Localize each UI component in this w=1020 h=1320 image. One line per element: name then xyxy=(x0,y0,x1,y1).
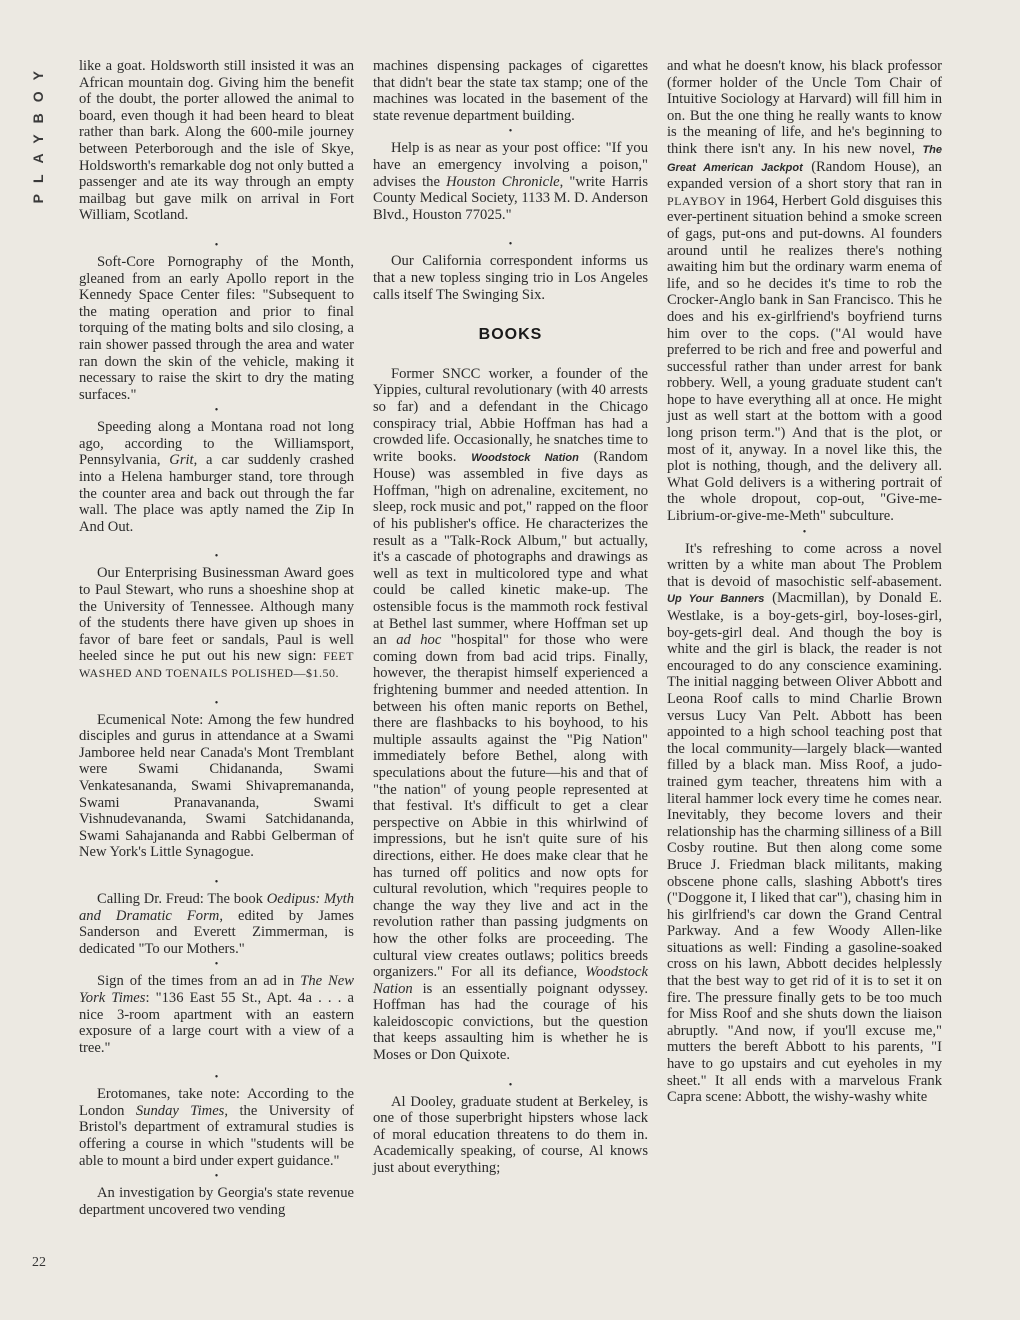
paragraph: Calling Dr. Freud: The book Oedipus: Myth and Dramatic Form, edited by James Sanderson and Everett Zimmerman, is dedicated "To our Mothers." xyxy=(79,890,354,957)
paragraph: Our California correspondent informs us that a new topless singing trio in Los Angeles calls itself The Swinging Six. xyxy=(373,253,648,303)
column-3 xyxy=(667,58,942,1106)
column-2 xyxy=(373,58,648,1177)
separator-dot: • xyxy=(214,876,219,888)
book-review: Former SNCC worker, a founder of the Yippies, cultural revolutionary (with 40 arrests so far) and a defendant in the Chicago conspiracy trial, Abbie Hoffman has had a crowded life. Occasionally, he snatches time to write books. Woodstock Nation (Random House) was assembled in five days as Hoffman, "high on adrenaline, excitement, no sleep, rock music and pot," rapped on the floor of his publisher's office. He characterizes the result as a "Talk-Rock Album," but actually, it's a cascade of photographs and drawings as well as text in multicolored type and what could be called kinetic make-up. The ostensible focus is the mammoth rock festival at Bethel last summer, where Hoffman set up an ad hoc "hospital" for those who were coming down from bad acid trips. Finally, however, the therapist himself experienced a frightening bummer and needed attention. In between his often manic reports on Bethel, there are flashbacks to his boyhood, to his multiple assaults against the "Pig Nation" immediately before Bethel, along with speculations about the future—his and that of "the nation" of young people represented at that festival. It's difficult to get a clear perspective on Abbie in this whirlwind of impressions, but he isn't quite sure of his directions, either. He does make clear that he has turned off politics and now opts for cultural revolution, which "requires people to change the way they live and act in the revolution rather than passing judgments on how the other folks are proceeding. The cultural view creates outlaws; politics breeds organizers." For all its defiance, Woodstock Nation is an essentially poignant odyssey. Hoffman has had the courage of his kaleidoscopic convictions, but the question that keeps assaulting him is whether he is Moses or Don Quixote. xyxy=(373,365,648,1064)
book-title: Woodstock Nation xyxy=(471,451,579,464)
page-number: 22 xyxy=(32,1255,46,1270)
paragraph: Ecumenical Note: Among the few hundred disciples and gurus in attendance at a Swami Jamboree held near Canada's Mont Tremblant were Swami Chidananda, Swami Venkatesananda, Swami Shivapremananda, Swami Pranavananda, Swami Vishnudevananda, Swami Satchidananda, Swami Sahajananda and Rabbi Gelberman of New York's Little Synagogue. xyxy=(79,711,354,861)
magazine-name: PLAYBOY xyxy=(30,60,46,204)
book-review: and what he doesn't know, his black professor (former holder of the Uncle Tom Chair of Intuitive Sociology at Harvard) will fill him in on. But the one thing he really wants to know is the meaning of life, and he's beginning to think there isn't any. In his new novel, The Great American Jackpot (Random House), an expanded version of a short story that ran in PLAYBOY in 1964, Herbert Gold disguises this ever-pertinent situation behind a smoke screen of gags, put-ons and put-downs. Al founders around until he realizes there's nothing awaiting him but the ordinary warm enema of life, and so he decides it's time to rob the Crocker-Anglo bank in San Francisco. This he does and his ex-girlfriend's boyfriend turns him over to the cops. ("Al would have preferred to be rich and free and powerful and successful rather than under arrest for bank robbery. Well, a young graduate student can't hope to have everything all at once. He might just as well start at the bottom with a good long prison term.") And that is the plot, or most of it, anyway. In a novel like this, the plot is nothing, though, and the delivery all. What Gold delivers is a withering portrait of the whole dropout, cop-out, "Give-me-Librium-or-give-me-Meth" subculture. xyxy=(667,58,942,525)
separator-dot: • xyxy=(214,239,219,251)
separator-dot: • xyxy=(214,551,219,563)
separator-dot: • xyxy=(214,405,219,417)
paragraph: Help is as near as your post office: "If you have an emergency involving a poison," advises the Houston Chronicle, "write Harris County Medical Society, 1133 M. D. Anderson Blvd., Houston 77025." xyxy=(373,140,649,223)
paragraph: like a goat. Holdsworth still insisted it was an African mountain dog. Giving him the benefit of the doubt, the porter allowed the animal to board, even though it had been heard to bleat rather than bark. Along the 600-mile journey between Peterborough and the isle of Skye, Holdsworth's remarkable dog not only butted a passenger and ate its way through an empty mailbag but gave milk on arrival in Fort William, Scotland. xyxy=(79,58,354,224)
separator-dot: • xyxy=(214,1171,219,1183)
paragraph: An investigation by Georgia's state revenue department uncovered two vending xyxy=(79,1185,354,1218)
paragraph: Sign of the times from an ad in The New York Times: "136 East 55 St., Apt. 4a . . . a nice 3-room apartment with an eastern exposure of a large court with a view of a tree." xyxy=(79,973,355,1056)
book-review: It's refreshing to come across a novel written by a white man about The Problem that is devoid of masochistic self-abasement. Up Your Banners (Macmillan), by Donald E. Westlake, is a boy-gets-girl, boy-loses-girl, boy-gets-girl deal. And though the boy is white and the girl is black, the reader is not encouraged to do any conscience examining. The initial nagging between Oliver Abbott and Leona Roof calls to mind Charlie Brown versus Lucy Van Pelt. Abbott has been appointed to a high school teaching post that the local community—largely black—wanted filled by a black man. Miss Roof, a judo-trained gym teacher, threatens him with a literal hammer lock every time he comes near. Inevitably, they become lovers and their relationship has the charming silliness of a Bill Cosby routine. But then along come some Bruce J. Friedman black militants, making obscene phone calls, slashing Abbott's tires ("Doggone it, I liked that car"), chasing him in his girlfriend's car down the Grand Central Parkway. And a few Woody Allen-like situations as well: Finding a gasoline-soaked cross on his lawn, Abbott decides helplessly that the best way to get rid of it is to set it on fire. The pressure finally gets to be too much for Miss Roof and she shuts down the liaison abruptly. "And now, if you'll excuse me," mutters the bereft Abbott to his parents, "I have to go upstairs and cut eyeholes in my sheet." It all ends with a marvelous Frank Capra scene: Abbott, the wishy-washy white xyxy=(667,540,942,1106)
running-head xyxy=(30,60,54,210)
column-1 xyxy=(79,58,354,1218)
book-title: Up Your Banners xyxy=(667,593,765,606)
paragraph: Speeding along a Montana road not long ago, according to the Williamsport, Pennsylvania, Grit, a car suddenly crashed into a Helena hamburger stand, tore through the counter area and back out through the far wall. The place was aptly named the Zip In And Out. xyxy=(79,419,355,535)
separator-dot: • xyxy=(508,239,513,251)
paragraph: Erotomanes, take note: According to the London Sunday Times, the University of Bristol's department of extramural studies is offering a course in which "students will be able to mount a bird under expert guidance." xyxy=(79,1086,354,1169)
separator-dot: • xyxy=(214,697,219,709)
paragraph: Our Enterprising Businessman Award goes to Paul Stewart, who runs a shoeshine shop at the University of Tennessee. Although many of the students there have given up shoes in favor of bare feet or sandals, Paul is well heeled since he put out his new sign: FEET WASHED AND TOENAILS POLISHED—$1.50. xyxy=(79,565,354,680)
paragraph: machines dispensing packages of cigarettes that didn't bear the state tax stamp; one of the machines was located in the basement of the state revenue department building. xyxy=(373,58,648,124)
section-heading: BOOKS xyxy=(478,326,543,344)
book-title: The Great American Jackpot xyxy=(667,143,942,174)
separator-dot: • xyxy=(214,1072,219,1084)
separator-dot: • xyxy=(214,959,219,971)
separator-dot: • xyxy=(508,126,513,138)
separator-dot: • xyxy=(508,1079,513,1091)
book-review: Al Dooley, graduate student at Berkeley, is one of those superbright hipsters whose lack of moral education threatens to do them in. Academically speaking, of course, Al knows just about everything; xyxy=(373,1093,648,1177)
separator-dot: • xyxy=(802,526,807,538)
paragraph: Soft-Core Pornography of the Month, gleaned from an early Apollo report in the Kennedy Space Center files: "Subsequent to the mating operation and prior to final torquing of the mating bolts and silo closing, a rain shower passed through the area and water ran down the skin of the vehicle, making it necessary to raise the skirt to dry the mating surfaces." xyxy=(79,253,354,403)
